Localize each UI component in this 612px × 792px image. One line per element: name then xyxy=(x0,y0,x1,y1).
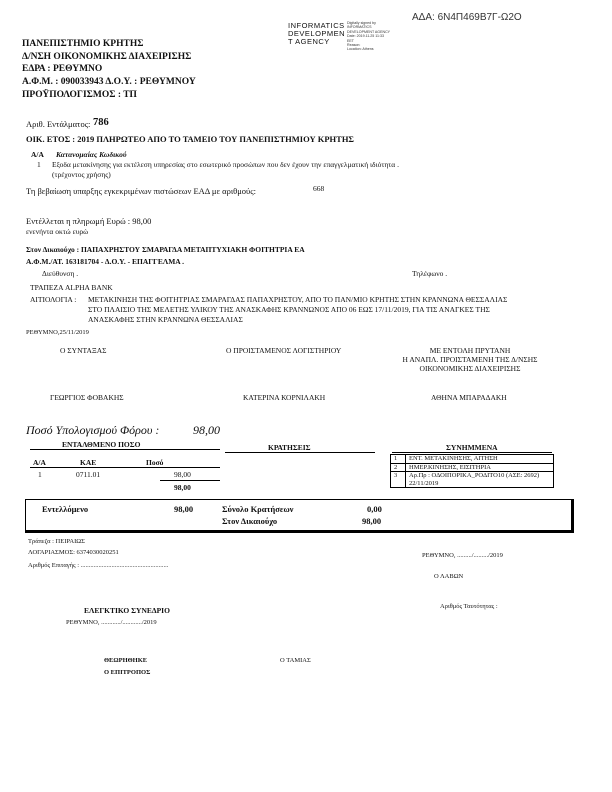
item-note: (τρέχοντος χρήσης) xyxy=(52,170,111,179)
attachment-number: 2 xyxy=(391,463,406,472)
header-underline xyxy=(30,449,220,450)
place-date: ΡΕΘΥΜΝΟ,25/11/2019 xyxy=(26,329,89,336)
deductions-header: ΚΡΑΤΗΣΕΙΣ xyxy=(268,443,311,452)
logo-line: T AGENCY xyxy=(288,37,330,46)
subtotal-amount: 98,00 xyxy=(174,483,191,492)
director-name: ΑΘΗΝΑ ΜΠΑΡΑΔΑΚΗ xyxy=(431,393,507,402)
signature-line: Date: 2019.11.25 11:33 xyxy=(347,34,385,39)
agency-logo xyxy=(288,22,345,46)
table-row-kae: 0711.01 xyxy=(76,470,101,479)
table-row xyxy=(391,455,554,464)
fiscal-year-line: ΟΙΚ. ΕΤΟΣ : 2019 ΠΛΗΡΩΤΕΟ ΑΠΟ ΤΟ ΤΑΜΕΙΟ ΤΟΥ ΠΑΝΕΠΙΣΤΗΜΙΟΥ ΚΡΗΤΗΣ xyxy=(26,134,354,144)
commitment-label: Τη βεβαίωση υπαρξης εγκεκριμένων πιστώσεων ΕΑΔ με αριθμούς: xyxy=(26,186,256,196)
table-row xyxy=(391,472,554,488)
phone-label: Τηλέφωνο . xyxy=(412,269,448,278)
signature-line: Location: Athens xyxy=(347,47,374,52)
receiver-title: Ο ΛΑΒΩΝ xyxy=(434,573,464,580)
director-title-line: ΜΕ ΕΝΤΟΛΗ ΠΡΥΤΑΝΗ xyxy=(429,346,511,355)
supervisor-title: Ο ΠΡΟΙΣΤΑΜΕΝΟΣ ΛΟΓΙΣΤΗΡΙΟΥ xyxy=(226,346,342,355)
attachment-text: ΕΝΤ. ΜΕΤΑΚΙΝΗΣΗΣ, ΑΙΤΗΣΗ xyxy=(406,455,554,464)
header-underline xyxy=(225,452,375,453)
audit-date-blank: ΡΕΘΥΜΝΟ, ............/............/2019 xyxy=(66,619,157,626)
signature-line: Digitally signed by xyxy=(347,21,376,25)
reason-line: ΣΤΟ ΠΛΑΙΣΙΟ ΤΗΣ ΜΕΛΕΤΗΣ ΥΛΙΚΟΥ ΤΗΣ ΑΝΑΣΚΑΦΗΣ ΚΡΑΝΝΩΝΟΣ ΑΠΟ 06 ΕΩΣ 17/11/2019, ΓΙΑ ΤΙΣ ΑΝΑΓΚΕΣ ΤΗΣ xyxy=(88,305,490,314)
logo-line: INFORMATICS xyxy=(288,21,345,30)
attachment-text: Αρ.Πρ : ΟΔΟΙΠΟΡΙΚΑ_ΡΟΔΙΤΟ10 (ΑΣΕ: 2692) 22/11/2019 xyxy=(406,472,554,488)
auditor-title: Ο ΕΠΙΤΡΟΠΟΣ xyxy=(104,669,151,676)
reason-line: ΑΝΑΣΚΑΦΗΣ ΣΤΗΝ ΚΡΑΝΝΩΝΑ ΘΕΣΣΑΛΙΑΣ xyxy=(88,315,243,324)
col-aa: Α/Α xyxy=(31,150,44,159)
table-col-aa: Α/Α xyxy=(33,458,46,467)
tax-amount: 98,00 xyxy=(193,423,220,437)
order-number: 786 xyxy=(93,117,109,128)
signature-line: DEVELOPMENT AGENCY xyxy=(347,29,391,34)
footer-account: ΛΟΓΑΡΙΑΣΜΟΣ: 6374030020251 xyxy=(28,549,119,556)
afm-line: Α.Φ.Μ. : 090033943 Δ.Ο.Υ. : ΡΕΘΥΜΝΟΥ xyxy=(22,77,196,87)
ordered-amount: 98,00 xyxy=(174,504,194,514)
address-label: Διεύθυνση . xyxy=(42,269,79,278)
table-row-aa: 1 xyxy=(38,470,42,479)
tax-label: Ποσό Υπολογισμού Φόρου : xyxy=(26,423,160,437)
digital-signature-stamp xyxy=(347,21,390,52)
director-title xyxy=(390,346,550,373)
table-row xyxy=(391,463,554,472)
reason-line: ΜΕΤΑΚΙΝΗΣΗ ΤΗΣ ΦΟΙΤΗΤΡΙΑΣ ΣΜΑΡΑΓΔΑΣ ΠΑΠΑΧΡΗΣΤΟΥ, ΑΠΟ ΤΟ ΠΑΝ/ΜΙΟ ΚΡΗΤΗΣ ΣΤΗΝ ΚΡΑΝΝΩΝΑ ΘΕΣΣΑΛΙΑΣ xyxy=(88,295,508,304)
id-number-label: Αριθμός Ταυτότητας : xyxy=(440,603,498,610)
payee-bank: ΤΡΑΠΕΖΑ ALPHA BANK xyxy=(30,283,113,292)
endorsed-label: ΘΕΩΡΗΘΗΚΕ xyxy=(104,657,148,664)
seat-line: ΕΔΡΑ : ΡΕΘΥΜΝΟ xyxy=(22,64,103,74)
payee-total-label: Στον Δικαιούχο xyxy=(222,516,278,526)
signature-line: INFORMATICS xyxy=(347,25,372,30)
item-description: Εξοδα μετακίνησης για εκτέλεση υπηρεσίας στο εσωτερικό προσώπων που δεν έχουν την επαγγελματική ιδιότητα . xyxy=(52,160,399,169)
attachment-number: 3 xyxy=(391,472,406,488)
table-col-amount: Ποσό xyxy=(146,458,164,467)
order-number-label: Αριθ. Εντάλματος: xyxy=(26,119,91,129)
table-row-amount: 98,00 xyxy=(174,470,191,479)
item-number: 1 xyxy=(37,160,41,169)
header-underline xyxy=(392,452,552,453)
budget-line: ΠΡΟΫΠΟΛΟΓΙΣΜΟΣ : ΤΠ xyxy=(22,90,137,100)
amount-line: Εντέλλεται η πληρωμή Ευρώ : 98,00 xyxy=(26,216,152,226)
attachment-number: 1 xyxy=(391,455,406,464)
reason-label: ΑΙΤΙΟΛΟΓΙΑ : xyxy=(30,295,77,304)
university-name: ΠΑΝΕΠΙΣΤΗΜΙΟ ΚΡΗΤΗΣ xyxy=(22,39,144,49)
audit-court: ΕΛΕΓΚΤΙΚΟ ΣΥΝΕΔΡΙΟ xyxy=(84,606,170,615)
receipt-date-blank: ΡΕΘΥΜΝΟ, ........./........./2019 xyxy=(422,552,503,559)
ordered-amount-header: ΕΝΤΑΛΘΜΕΝΟ ΠΟΣΟ xyxy=(62,440,141,449)
ada-code: ΑΔΑ: 6Ν4Π469Β7Γ-Ω2Ο xyxy=(412,12,522,23)
payee-afm-line: Α.Φ.Μ./ΑΤ. 163181704 - Δ.Ο.Υ. - ΕΠΑΓΓΕΛΜΑ . xyxy=(26,257,185,266)
deductions-total-amount: 0,00 xyxy=(367,504,382,514)
ordered-label: Εντελλόμενο xyxy=(42,504,89,514)
totals-box xyxy=(25,499,574,533)
attachment-text: ΗΜΕΡ.ΚΙΝΗΣΗΣ, ΕΙΣΙΤΗΡΙΑ xyxy=(406,463,554,472)
payee-total-amount: 98,00 xyxy=(362,516,382,526)
subtotal-rule xyxy=(160,480,220,481)
deductions-total-label: Σύνολο Κρατήσεων xyxy=(222,504,294,514)
signature-line: Reason: xyxy=(347,43,361,48)
table-col-kae: ΚΑΕ xyxy=(80,458,97,467)
cashier-title: Ο ΤΑΜΙΑΣ xyxy=(280,657,311,664)
director-title-line: Η ΑΝΑΠΛ. ΠΡΟΙΣΤΑΜΕΝΗ ΤΗΣ Δ/ΝΣΗΣ xyxy=(402,355,538,364)
payee-line: Στον Δικαιούχο : ΠΑΠΑΧΡΗΣΤΟΥ ΣΜΑΡΑΓΔΑ ΜΕΤΑΠΤΥΧΙΑΚΗ ΦΟΙΤΗΤΡΙΑ ΕΑ xyxy=(26,245,305,254)
commitment-number: 668 xyxy=(313,184,325,193)
directorate-name: Δ/ΝΣΗ ΟΙΚΟΝΟΜΙΚΗΣ ΔΙΑΧΕΙΡΙΣΗΣ xyxy=(22,52,192,62)
attachments-header: ΣΥΝΗΜΜΕΝΑ xyxy=(446,443,498,452)
composer-title: Ο ΣΥΝΤΑΞΑΣ xyxy=(60,346,107,355)
column-underline xyxy=(30,467,220,468)
amount-words: ενενήντα οκτώ ευρώ xyxy=(26,227,89,236)
attachments-table xyxy=(390,454,554,488)
footer-bank: Τράπεζα : ΠΕΙΡΑΙΩΣ xyxy=(28,538,85,545)
signature-line: EET xyxy=(347,38,354,43)
check-number-line: Αριθμός Επιταγής : ...................................................... xyxy=(28,562,169,569)
logo-line: DEVELOPMEN xyxy=(288,29,346,38)
composer-name: ΓΕΩΡΓΙΟΣ ΦΟΒΑΚΗΣ xyxy=(50,393,124,402)
supervisor-name: ΚΑΤΕΡΙΝΑ ΚΟΡΝΙΛΑΚΗ xyxy=(243,393,326,402)
director-title-line: ΟΙΚΟΝΟΜΙΚΗΣ ΔΙΑΧΕΙΡΙΣΗΣ xyxy=(419,364,521,373)
col-classification: Κατανομαίας Κωδικού xyxy=(56,150,127,159)
